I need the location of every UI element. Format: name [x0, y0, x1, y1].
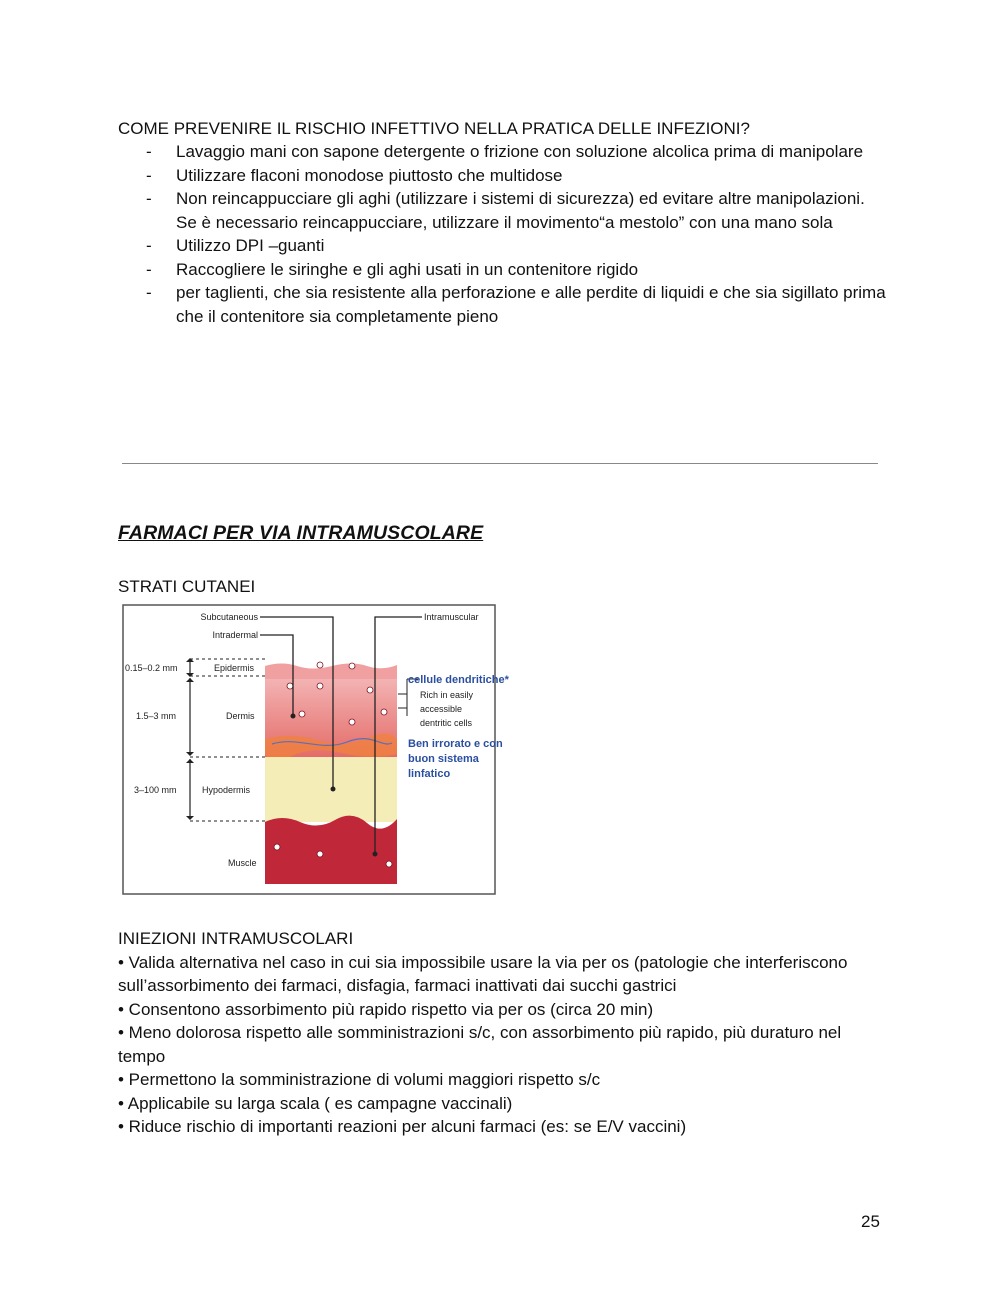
list-item-text: Non reincappucciare gli aghi (utilizzare i sistemi di sicurezza) ed evitare altre manipolazioni. Se è necessario reincappucciare, utilizzare il movimento“a mestolo” con una mano sola: [176, 189, 865, 232]
subsection-heading: STRATI CUTANEI: [118, 577, 256, 596]
bullet-dash: -: [146, 165, 152, 185]
label-epidermis: Epidermis: [214, 663, 255, 673]
label-thickness-epidermis: 0.15–0.2 mm: [125, 663, 178, 673]
bullet-dash: -: [146, 236, 152, 255]
section-question: COME PREVENIRE IL RISCHIO INFETTIVO NELLA PRATICA DELLE INFEZIONI?: [118, 119, 750, 138]
label-intramuscular: Intramuscular: [424, 612, 479, 622]
section-heading: FARMACI PER VIA INTRAMUSCOLARE: [118, 522, 484, 544]
list-item: [146, 164, 886, 188]
list-item: [146, 187, 886, 234]
label-intradermal: Intradermal: [212, 630, 258, 640]
section-heading: INIEZIONI INTRAMUSCOLARI: [118, 929, 354, 948]
bullet-dash: -: [146, 259, 152, 279]
list-item-text: Utilizzo DPI –guanti: [176, 236, 325, 255]
label-dermis: Dermis: [226, 711, 255, 721]
bullet-dash: -: [146, 189, 152, 208]
prevention-list: [146, 140, 886, 328]
label-rich-3: dentritic cells: [420, 718, 473, 728]
label-rich-2: accessible: [420, 704, 463, 714]
overlay-ben-irrorato-1: Ben irrorato e con: [408, 738, 503, 750]
list-item: • Riduce rischio di importanti reazioni per alcuni farmaci (es: se E/V vaccini): [118, 1117, 687, 1136]
label-muscle: Muscle: [228, 858, 257, 868]
list-item: • Applicabile su larga scala ( es campagne vaccinali): [118, 1093, 513, 1113]
label-subcutaneous: Subcutaneous: [200, 612, 258, 622]
list-item: • Consentono assorbimento più rapido rispetto via per os (circa 20 min): [118, 999, 654, 1019]
label-hypodermis: Hypodermis: [202, 785, 251, 795]
skin-layers-diagram: [122, 604, 532, 899]
list-item: • Permettono la somministrazione di volumi maggiori rispetto s/c: [118, 1070, 601, 1089]
list-item-text: Raccogliere le siringhe e gli aghi usati in un contenitore rigido: [176, 259, 639, 279]
list-item-text: Lavaggio mani con sapone detergente o frizione con soluzione alcolica prima di manipolare: [176, 142, 864, 161]
label-rich-1: Rich in easily: [420, 690, 474, 700]
label-thickness-dermis: 1.5–3 mm: [136, 711, 177, 721]
list-item: • Valida alternativa nel caso in cui sia impossibile usare la via per os (patologie che interferiscono sull’assorbimento dei farmaci, disfagia, farmaci inattivati dai succhi gastrici: [118, 952, 848, 995]
intramuscular-injections-section: [118, 927, 893, 1139]
list-item: [146, 234, 886, 258]
overlay-ben-irrorato-2: buon sistema: [408, 753, 479, 765]
bullet-dash: -: [146, 142, 152, 161]
list-item: [146, 258, 886, 282]
list-item: • Meno dolorosa rispetto alle somministrazioni s/c, con assorbimento più rapido, più duraturo nel tempo: [118, 1023, 842, 1066]
list-item: [146, 281, 886, 328]
overlay-cellule-dendritiche: cellule dendritiche*: [408, 674, 509, 686]
overlay-ben-irrorato-3: linfatico: [408, 768, 451, 780]
page-number: 25: [861, 1212, 880, 1231]
label-thickness-hypodermis: 3–100 mm: [134, 785, 177, 795]
horizontal-divider: [122, 463, 878, 464]
list-item: [146, 140, 886, 164]
list-item-text: per taglienti, che sia resistente alla perforazione e alle perdite di liquidi e che sia sigillato prima che il contenitore sia completamente pieno: [176, 283, 886, 326]
list-item-text: Utilizzare flaconi monodose piuttosto che multidose: [176, 165, 563, 185]
bullet-dash: -: [146, 283, 152, 302]
